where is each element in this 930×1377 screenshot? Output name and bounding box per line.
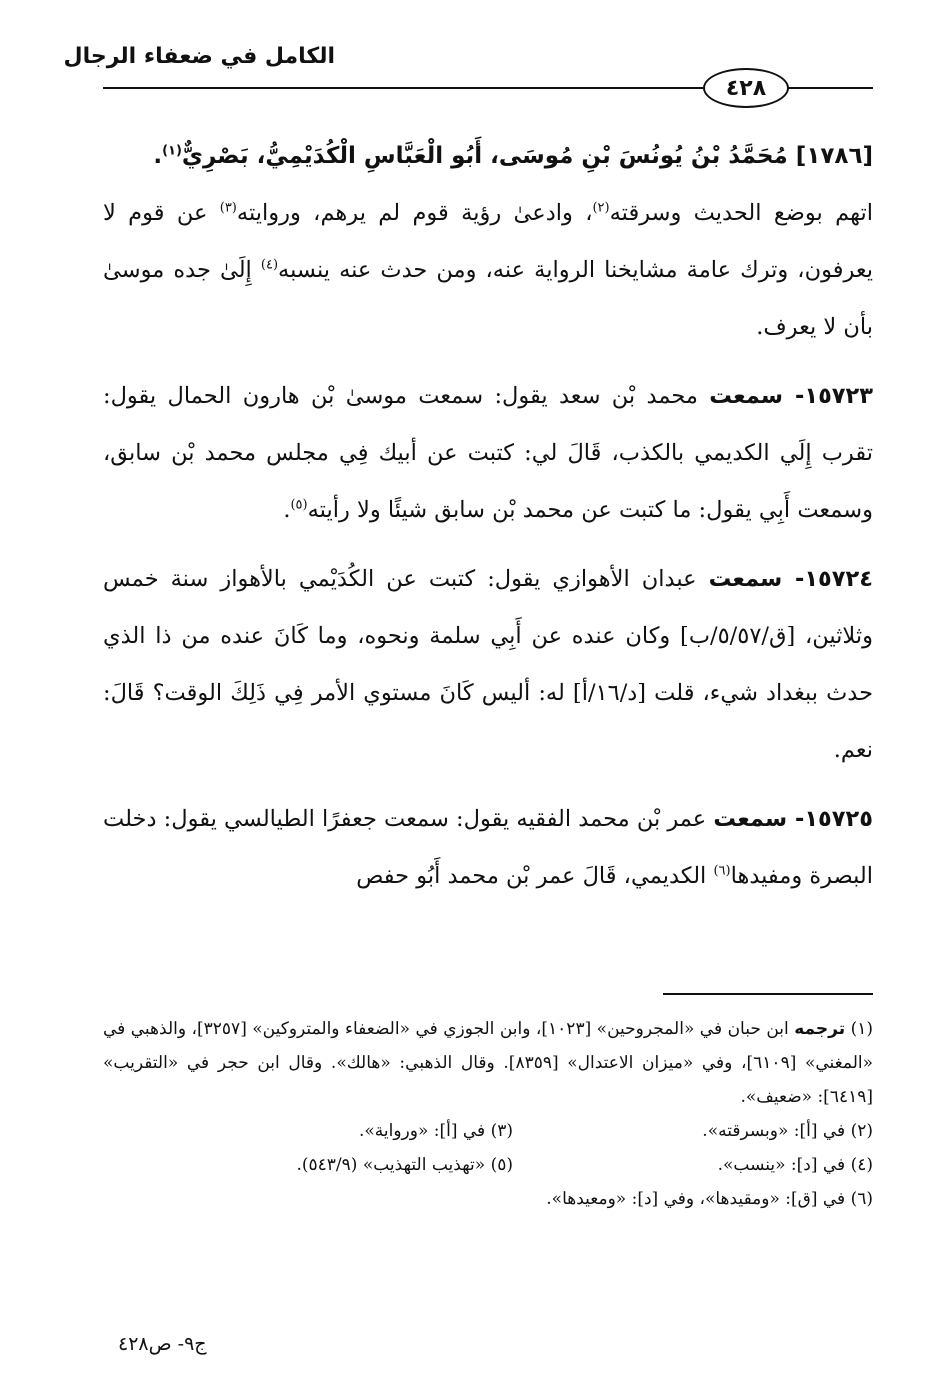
running-header-title: الكامل في ضعفاء الرجال (63, 44, 335, 69)
report-text: . (283, 497, 291, 523)
report-text: عبدان الأهوازي يقول: كتبت عن الكُدَيْمي بالأهواز سنة خمس وثلاثين، [ق/٥/٥٧/ب] وكان عنده عن أَبِي سلمة ونحوه، وما كَانَ عنده من ذا الذي حدث ببغداد شيء، قلت [د/١٦/أ] له: أليس كَانَ مستوي الأمر فِي ذَلِكَ الوقت؟ قَالَ: نعم. (103, 566, 873, 763)
report-text: محمد بْن سعد يقول: سمعت موسىٰ بْن هارون الحمال يقول: تقرب إِلَي الكديمي بالكذب، قَالَ لي: كتبت عن أبيك فِي مجلس محمد بْن سابق، وسمعت أَبِي يقول: ما كتبت عن محمد بْن سابق شيئًا ولا رأيته (103, 383, 873, 523)
footnote-row (103, 1148, 873, 1182)
report-15725 (103, 791, 873, 905)
report-text: الكديمي، قَالَ عمر بْن محمد أَبُو حفص (356, 863, 714, 889)
footnote-ref: (٣) (219, 200, 237, 216)
footnote-1 (103, 1012, 873, 1114)
report-15723 (103, 368, 873, 539)
page-number-badge (703, 68, 789, 108)
main-text (103, 127, 873, 905)
footnote-ref: (٢) (592, 200, 610, 216)
footnote-text: ابن حبان في «المجروحين» [١٠٢٣]، وابن الجوزي في «الضعفاء والمتروكين» [٣٢٥٧]، والذهبي في «المغني» [٦١٠٩]، وفي «ميزان الاعتدال» [٨٣٥٩]. وقال الذهبي: «هالك». وقال ابن حجر في «التقريب» [٦٤١٩]: «ضعيف». (103, 1019, 874, 1107)
report-keyword: سمعت (708, 566, 783, 592)
footnotes (103, 1012, 873, 1216)
footnote-6: (٦) في [ق]: «ومقيدها»، وفي [د]: «ومعيدها». (546, 1189, 873, 1209)
page-number: ٤٢٨ (725, 75, 767, 101)
entry-heading-end: . (153, 143, 163, 169)
footnote-ref: (١) (162, 143, 182, 159)
report-15724 (103, 551, 873, 779)
footnote-3: (٣) في [أ]: «ورواية». (358, 1121, 513, 1141)
intro-text: عن قوم لا يعرفون، وترك عامة مشايخنا الرواية عنه، ومن حدث عنه ينسبه (103, 200, 874, 283)
footnote-ref: (٦) (713, 863, 731, 879)
footnote-row (103, 1114, 873, 1148)
report-number: ١٥٧٢٣- (782, 383, 874, 409)
intro-text: إِلَىٰ جده موسىٰ بأن لا يعرف. (103, 257, 873, 340)
footnote-5: (٥) «تهذيب التهذيب» (٥٤٣/٩). (296, 1155, 513, 1175)
footnote-number: (١) (845, 1019, 874, 1039)
footnote-keyword: ترجمه (794, 1019, 846, 1039)
report-text: عمر بْن محمد الفقيه يقول: سمعت جعفرًا الطيالسي يقول: دخلت البصرة ومفيدها (103, 806, 873, 889)
footnote-separator (663, 993, 873, 995)
footnote-ref: (٥) (290, 497, 308, 513)
report-number: ١٥٧٢٤- (782, 566, 873, 592)
intro-text: ، وادعىٰ رؤية قوم لم يرهم، وروايته (236, 200, 593, 226)
intro-paragraph (103, 185, 873, 356)
entry-heading-text: [١٧٨٦] مُحَمَّدُ بْنُ يُونُسَ بْنِ مُوسَى، أَبُو الْعَبَّاسِ الْكُدَيْمِيُّ، بَصْرِيٌّ (181, 143, 873, 169)
intro-text: اتهم بوضع الحديث وسرقته (609, 200, 873, 226)
report-keyword: سمعت (713, 806, 788, 832)
report-number: ١٥٧٢٥- (787, 806, 873, 832)
footnote-4: (٤) في [د]: «ينسب». (717, 1155, 873, 1175)
report-keyword: سمعت (709, 383, 783, 409)
entry-heading (103, 127, 873, 185)
footnote-2: (٢) في [أ]: «وبسرقته». (702, 1121, 873, 1141)
footnote-ref: (٤) (260, 257, 279, 273)
volume-page-reference: ج٩- ص٤٢٨ (118, 1333, 207, 1355)
